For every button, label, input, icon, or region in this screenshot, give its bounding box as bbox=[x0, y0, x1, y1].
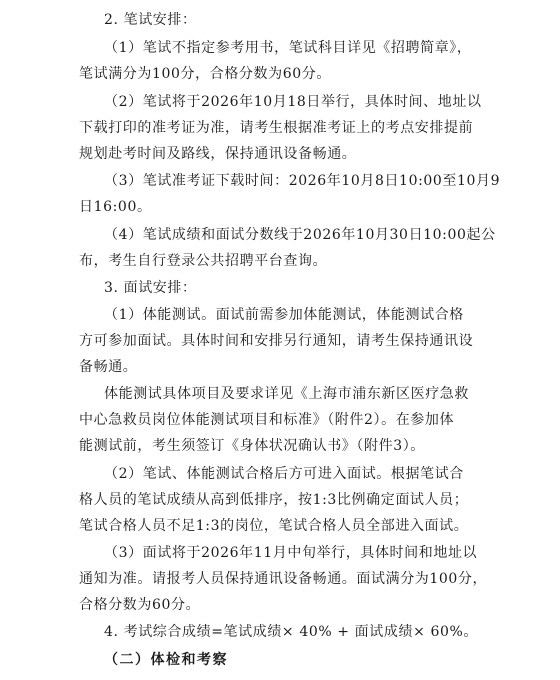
composite-score-formula: 4. 考试综合成绩=笔试成绩× 40% + 面试成绩× 60%。 bbox=[104, 624, 478, 640]
paragraph-line: 通知为准。请报考人员保持通讯设备畅通。面试满分为100分， bbox=[79, 571, 488, 587]
section-heading-physical-exam: （二）体检和考察 bbox=[104, 652, 228, 668]
paragraph-line: （1）体能测试。面试前需参加体能测试，体能测试合格 bbox=[104, 307, 464, 323]
paragraph-line: （2）笔试将于2026年10月18日举行，具体时间、地址以 bbox=[104, 94, 482, 110]
paragraph-line: 日16:00。 bbox=[79, 199, 152, 215]
paragraph-line: （2）笔试、体能测试合格后方可进入面试。根据笔试合 bbox=[104, 466, 464, 482]
paragraph-line: 合格分数为60分。 bbox=[79, 597, 201, 613]
paragraph-line: （1）笔试不指定参考用书，笔试科目详见《招聘简章》， bbox=[104, 40, 472, 56]
paragraph-line: 规划赴考时间及路线，保持通讯设备畅通。 bbox=[79, 146, 357, 162]
paragraph-line: （3）笔试准考证下载时间：2026年10月8日10:00至10月9 bbox=[104, 173, 501, 189]
paragraph-line: 体能测试具体项目及要求详见《上海市浦东新区医疗急救 bbox=[104, 386, 469, 402]
paragraph-line: 能测试前，考生须签订《身体状况确认书》（附件3）。 bbox=[79, 438, 425, 454]
paragraph-line: 备畅通。 bbox=[79, 359, 138, 375]
section-heading-written-exam: 2. 笔试安排： bbox=[104, 12, 197, 28]
section-heading-interview: 3. 面试安排： bbox=[104, 280, 197, 296]
paragraph-line: 笔试满分为100分，合格分数为60分。 bbox=[79, 66, 331, 82]
paragraph-line: 中心急救员岗位体能测试项目和标准》（附件2）。在参加体 bbox=[79, 412, 455, 428]
paragraph-line: 笔试合格人员不足1:3的岗位，笔试合格人员全部进入面试。 bbox=[79, 518, 469, 534]
paragraph-line: 布，考生自行登录公共招聘平台查询。 bbox=[79, 253, 328, 269]
paragraph-line: 下载打印的准考证为准，请考生根据准考证上的考点安排提前 bbox=[79, 120, 474, 136]
paragraph-line: （4）笔试成绩和面试分数线于2026年10月30日10:00起公 bbox=[104, 227, 496, 243]
paragraph-line: 方可参加面试。具体时间和安排另行通知，请考生保持通讯设 bbox=[79, 333, 474, 349]
paragraph-line: 格人员的笔试成绩从高到低排序，按1:3比例确定面试人员； bbox=[79, 492, 469, 508]
paragraph-line: （3）面试将于2026年11月中旬举行，具体时间和地址以 bbox=[104, 545, 478, 561]
